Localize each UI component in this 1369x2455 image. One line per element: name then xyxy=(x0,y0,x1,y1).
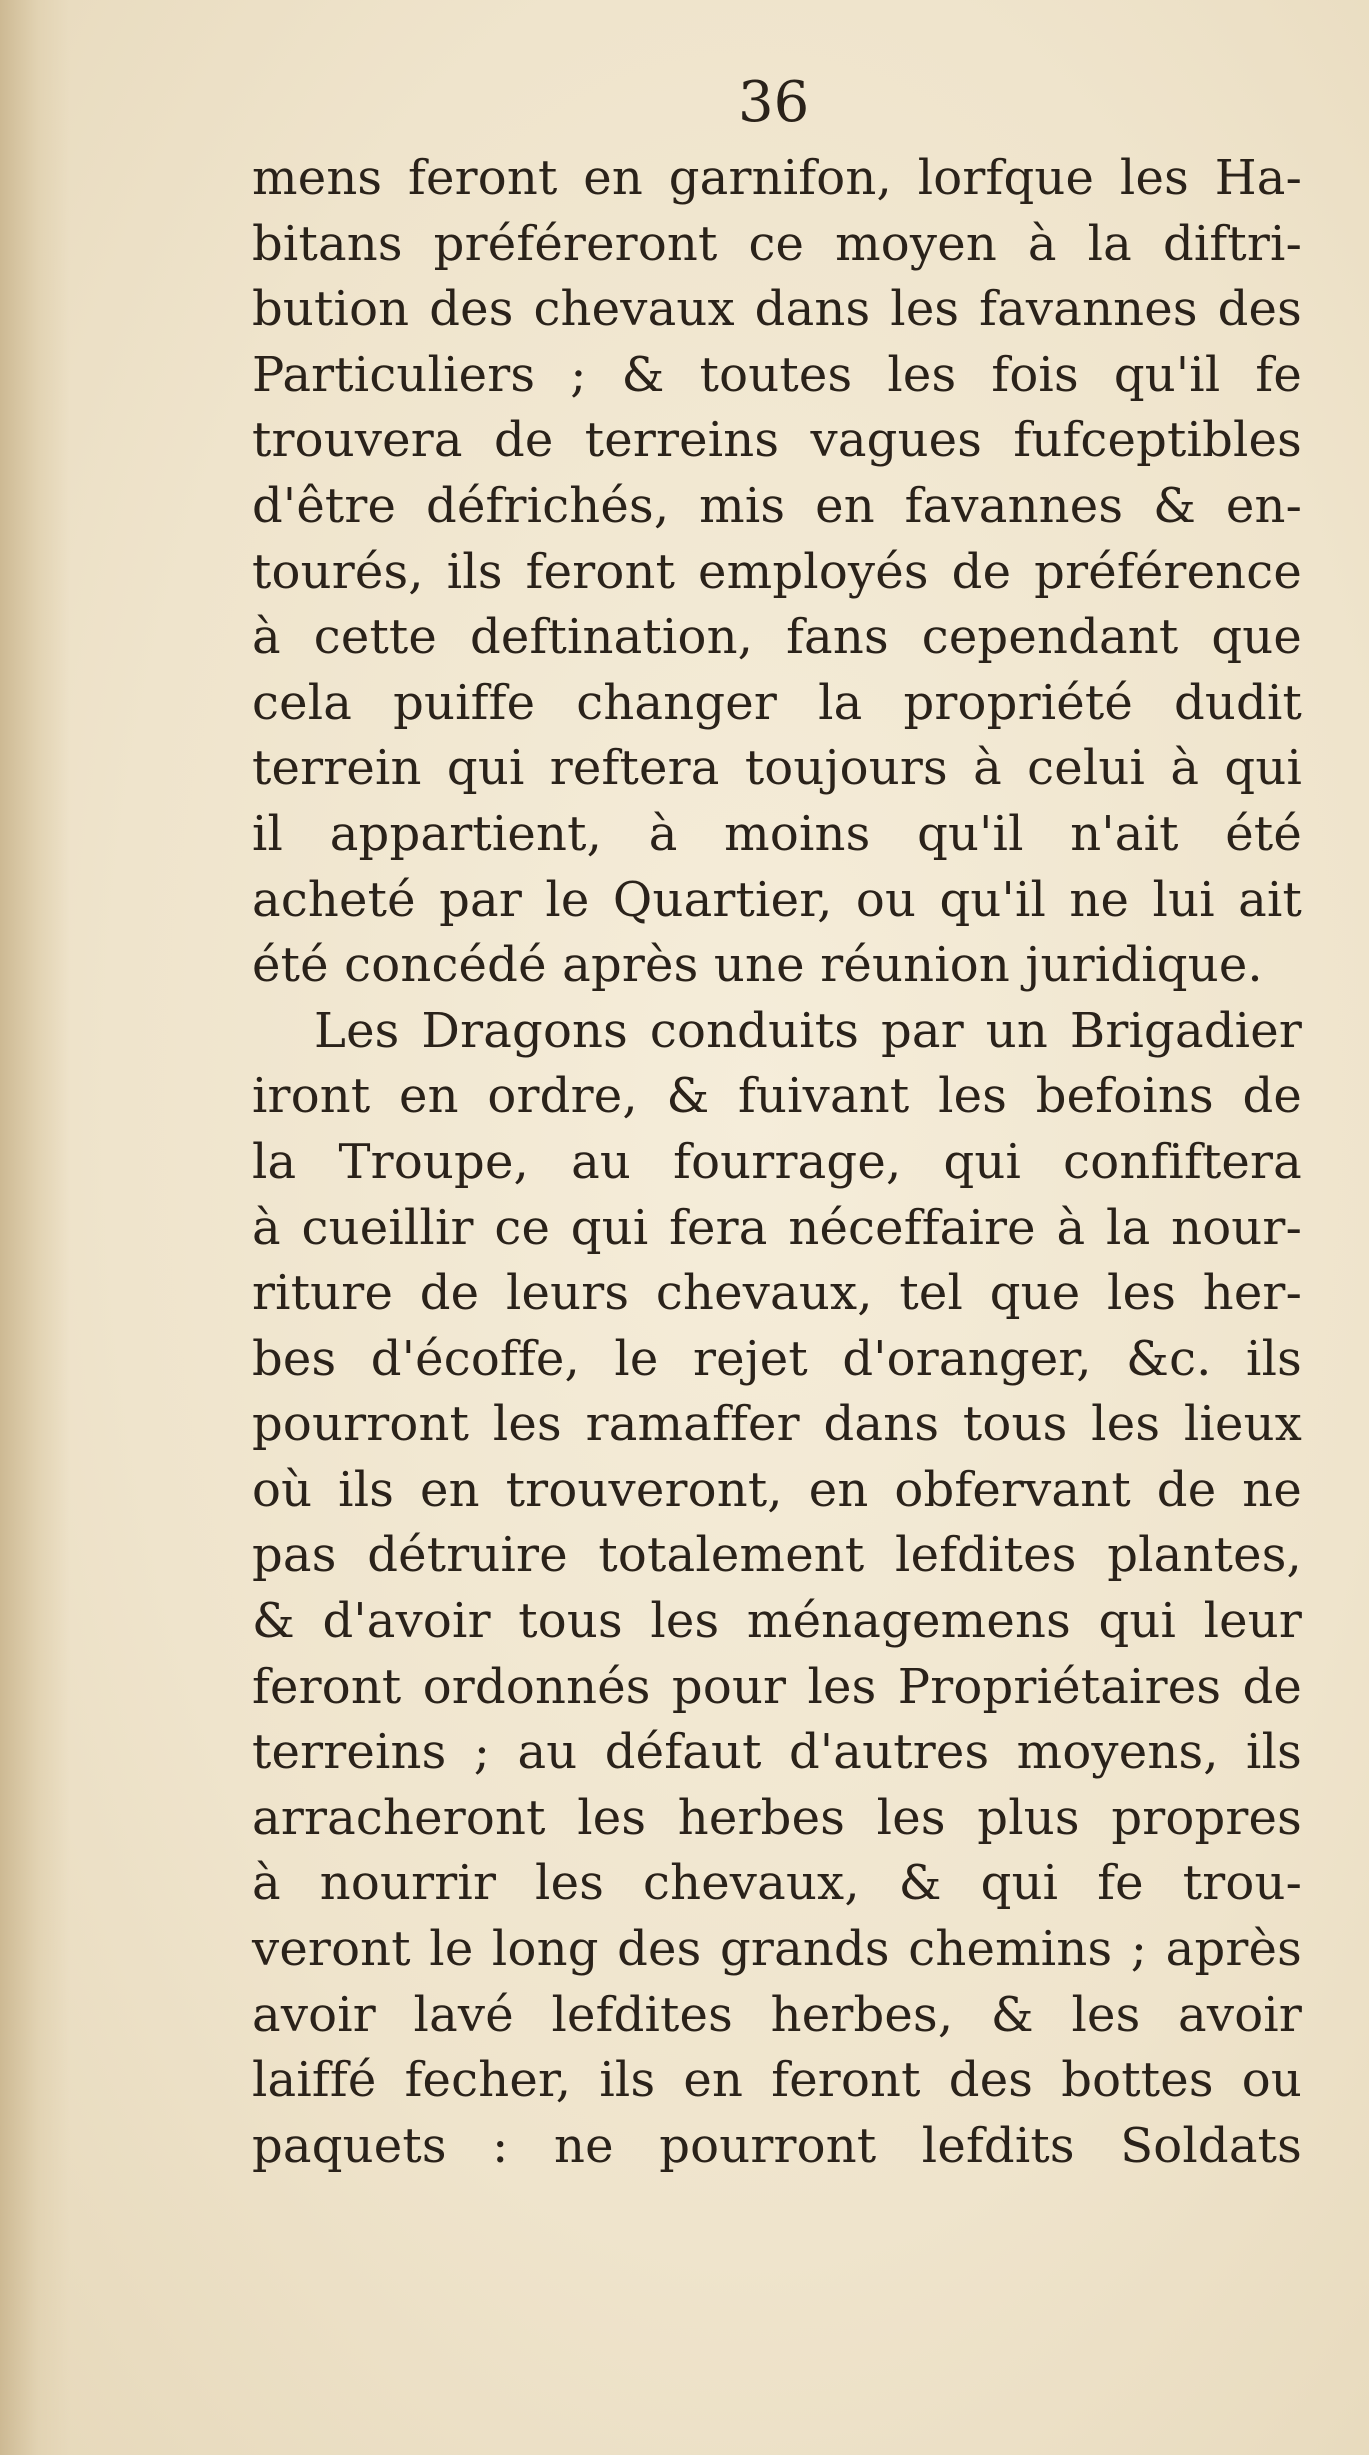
text-line: trouvera de terreins vagues fufceptibles xyxy=(252,412,1302,469)
text-line: terreins ; au défaut d'autres moyens, ils xyxy=(252,1724,1302,1781)
text-line: bes d'écoffe, le rejet d'oranger, &c. ils xyxy=(252,1330,1302,1387)
text-line: avoir lavé lefdites herbes, & les avoir xyxy=(252,1986,1302,2043)
text-line: paquets : ne pourront lefdits Soldats xyxy=(252,2117,1302,2174)
text-line: à cette deftination, fans cependant que xyxy=(252,609,1302,666)
text-line: terrein qui reftera toujours à celui à qui xyxy=(252,740,1302,797)
text-line: pas détruire totalement lefdites plantes, xyxy=(252,1527,1302,1584)
text-line: la Troupe, au fourrage, qui confiftera xyxy=(252,1133,1302,1190)
text-line: bitans préféreront ce moyen à la diftri- xyxy=(252,215,1302,272)
text-line: où ils en trouveront, en obfervant de ne xyxy=(252,1461,1302,1518)
text-line: d'être défrichés, mis en favannes & en- xyxy=(252,477,1302,534)
page-number: 36 xyxy=(738,70,810,135)
text-line: tourés, ils feront employés de préférence xyxy=(252,543,1302,600)
page-gutter-shadow xyxy=(0,0,70,2455)
text-line: il appartient, à moins qu'il n'ait été xyxy=(252,805,1302,862)
paragraph-end-line: été concédé après une réunion juridique. xyxy=(252,937,1263,994)
text-line: cela puiffe changer la propriété dudit xyxy=(252,674,1302,731)
text-line: pourront les ramaffer dans tous les lieux xyxy=(252,1396,1302,1453)
text-line: riture de leurs chevaux, tel que les her- xyxy=(252,1265,1302,1322)
text-line: & d'avoir tous les ménagemens qui leur xyxy=(252,1593,1302,1650)
body-text xyxy=(252,146,1302,2179)
text-line: à cueillir ce qui fera néceffaire à la nour- xyxy=(252,1199,1302,1256)
text-line: arracheront les herbes les plus propres xyxy=(252,1789,1302,1846)
text-line: laiffé fecher, ils en feront des bottes ou xyxy=(252,2052,1302,2109)
text-line: Particuliers ; & toutes les fois qu'il fe xyxy=(252,346,1302,403)
text-line: bution des chevaux dans les favannes des xyxy=(252,281,1302,338)
text-line: à nourrir les chevaux, & qui fe trou- xyxy=(252,1855,1302,1912)
text-line: iront en ordre, & fuivant les befoins de xyxy=(252,1068,1302,1125)
paragraph-start-line: Les Dragons conduits par un Brigadier xyxy=(314,1002,1302,1059)
text-line: feront ordonnés pour les Propriétaires de xyxy=(252,1658,1302,1715)
text-line: acheté par le Quartier, ou qu'il ne lui ait xyxy=(252,871,1302,928)
text-line: mens feront en garnifon, lorfque les Ha- xyxy=(252,150,1302,206)
text-line: veront le long des grands chemins ; après xyxy=(252,1921,1302,1978)
